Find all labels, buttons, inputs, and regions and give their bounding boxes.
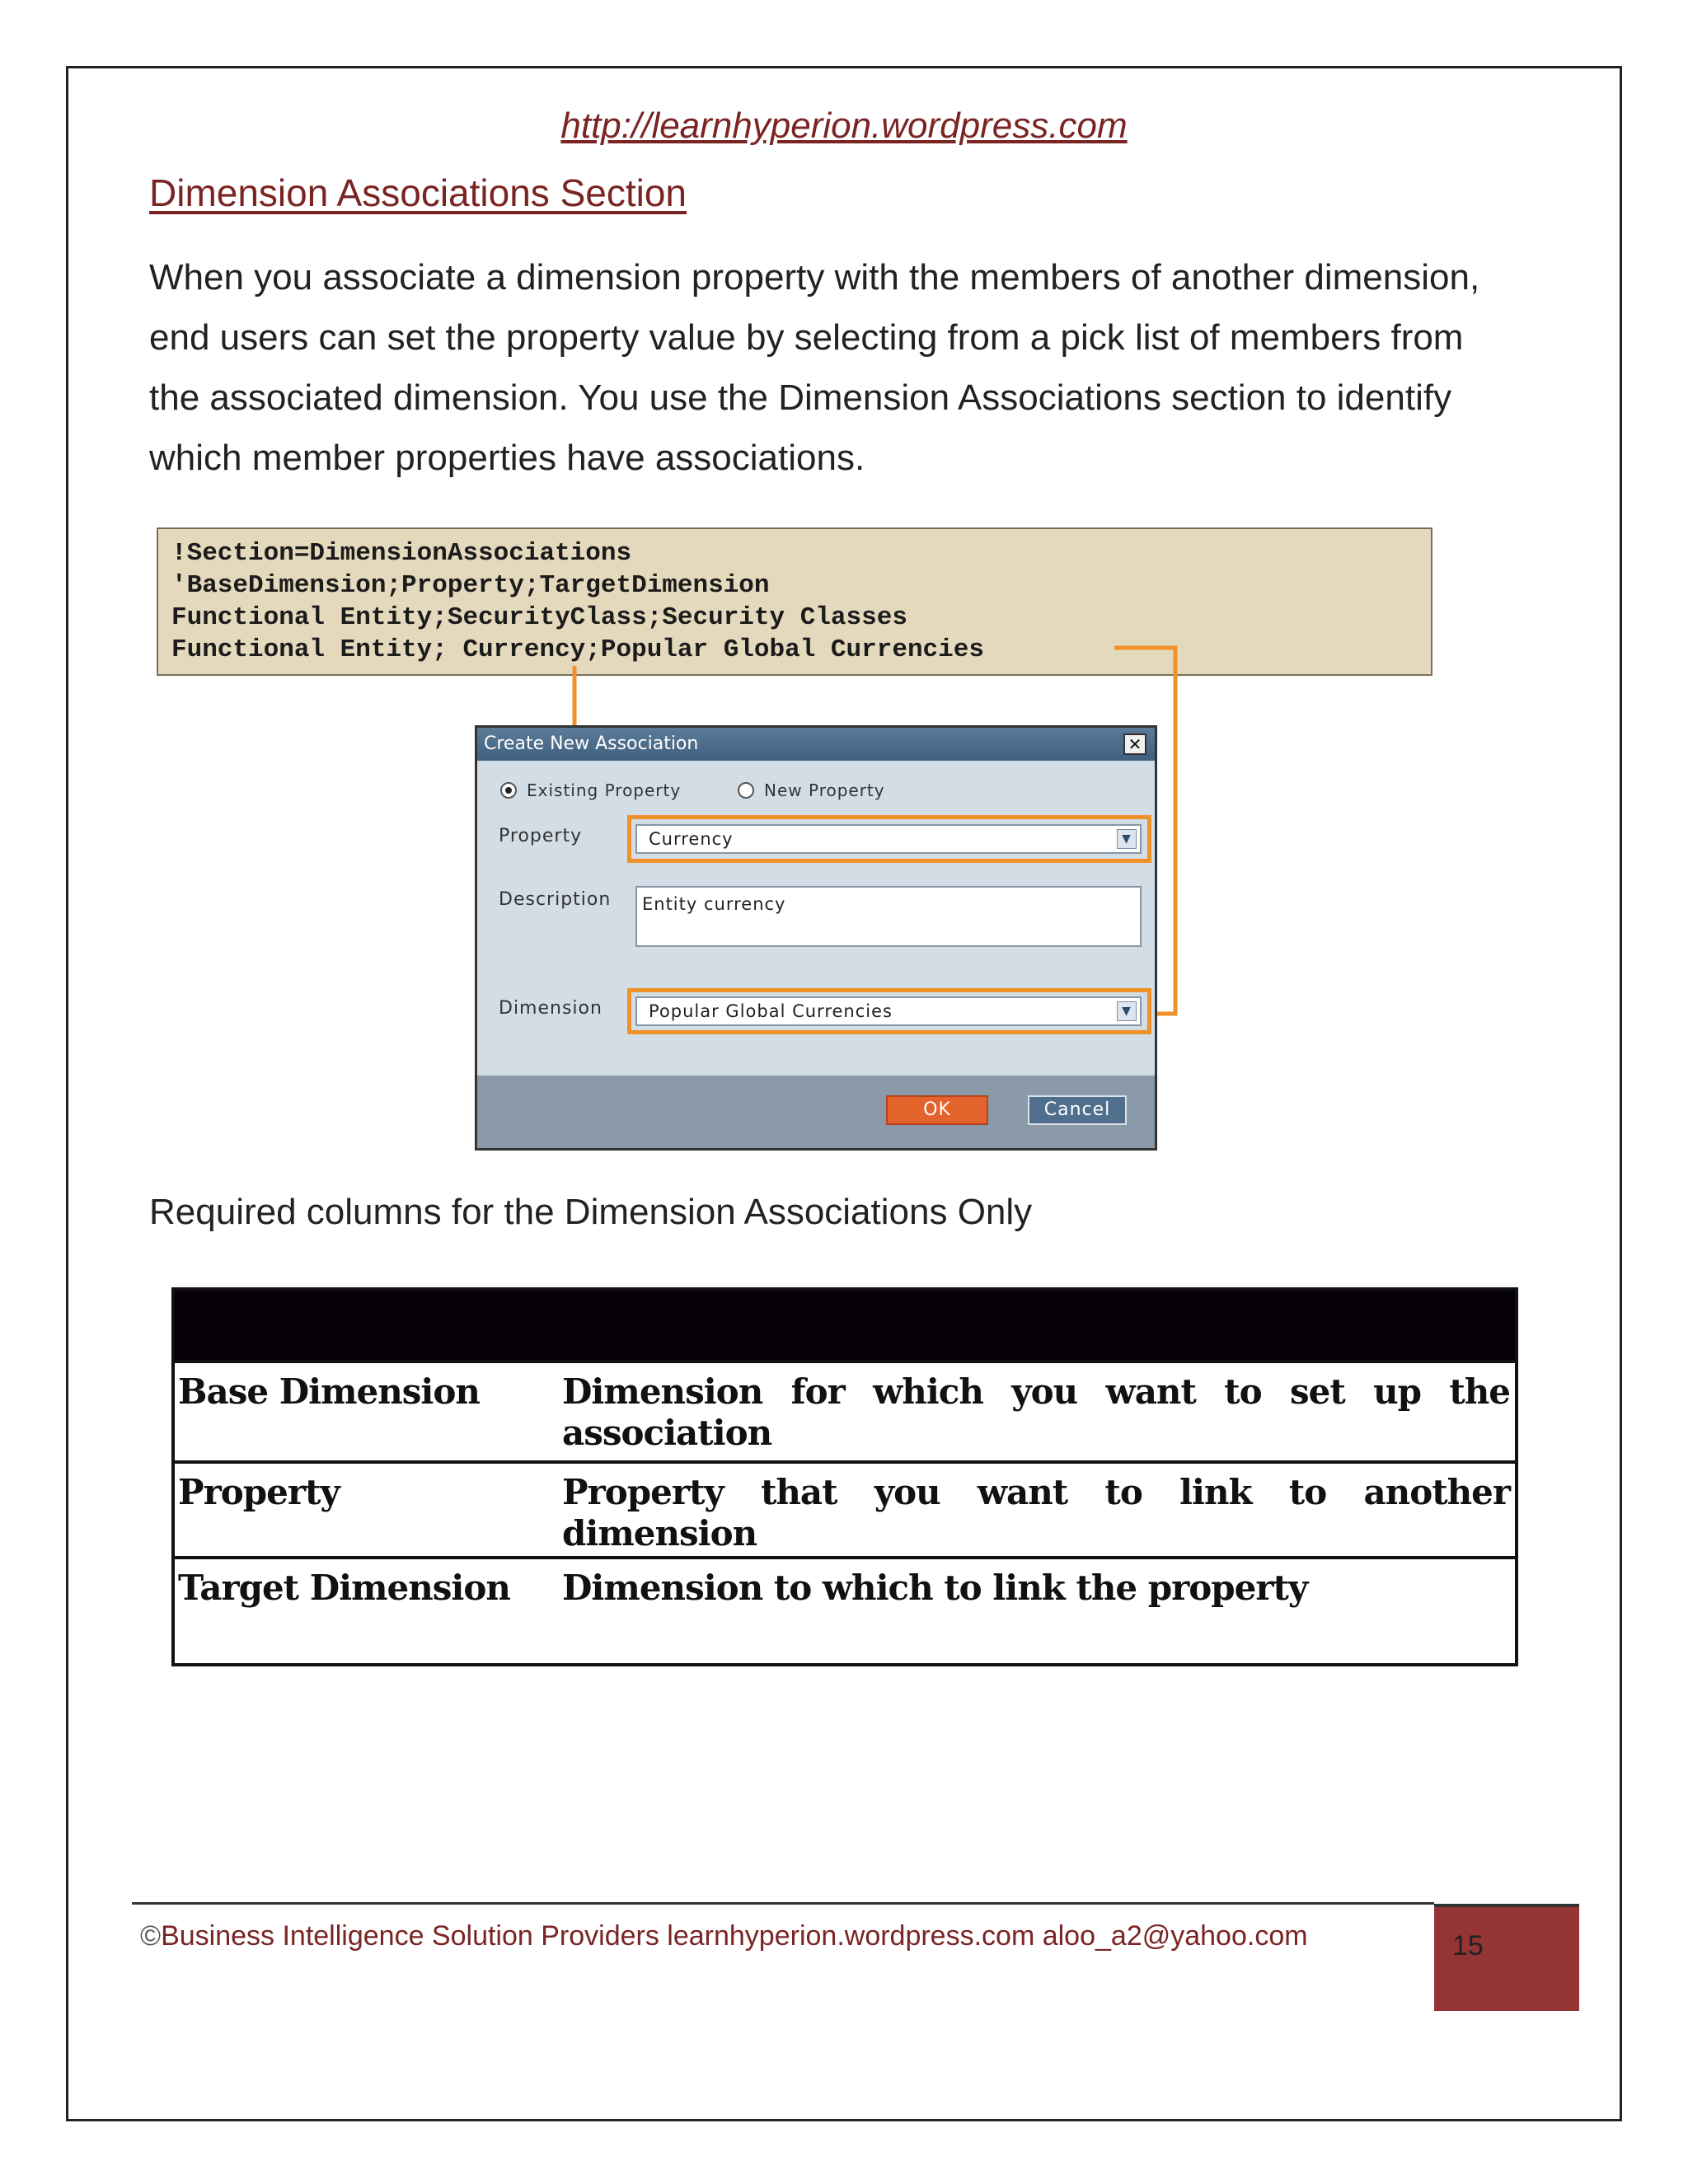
close-icon[interactable]: ✕ <box>1123 733 1146 755</box>
dimension-value: Popular Global Currencies <box>649 1001 893 1021</box>
table-cell-name: Base Dimension <box>178 1371 480 1412</box>
dialog-title-text: Create New Association <box>484 733 699 754</box>
description-label: Description <box>499 889 612 910</box>
create-association-dialog <box>475 725 1157 1151</box>
table-header <box>175 1291 1515 1360</box>
table-cell-description: Dimension to which to link the property <box>562 1568 1308 1608</box>
header-url-link[interactable]: http://learnhyperion.wordpress.com <box>560 105 1128 146</box>
table-cell-description: Dimension for which you want to set up the association <box>562 1371 1510 1453</box>
radio-existing-property[interactable] <box>500 780 681 800</box>
table-row <box>175 1360 1515 1460</box>
footer-text <box>140 1920 1308 1952</box>
radio-existing-label: Existing Property <box>527 780 682 800</box>
required-columns-table <box>171 1287 1518 1666</box>
code-block <box>157 527 1432 676</box>
table-cell-description: Property that you want to link to another dimension <box>562 1472 1510 1554</box>
page-number: 15 <box>1434 1904 1579 2011</box>
table-row <box>175 1460 1515 1556</box>
table-row <box>175 1556 1515 1663</box>
chevron-down-icon[interactable]: ▼ <box>1117 829 1137 849</box>
section-paragraph: When you associate a dimension property with the members of another dimension, end users can set the property value by selecting from a pick list of members from the associated dimension. You use the Dimension Associations section to identify which member properties have associations. <box>149 257 1480 478</box>
footer-credits: Business Intelligence Solution Providers learnhyperion.wordpress.com aloo_a2@yahoo.com <box>161 1920 1308 1952</box>
radio-selected-icon <box>500 782 517 799</box>
dimension-label: Dimension <box>499 998 603 1019</box>
table-cell-name: Target Dimension <box>178 1568 510 1608</box>
radio-new-label: New Property <box>764 780 885 800</box>
required-columns-caption: Required columns for the Dimension Associations Only <box>149 1192 1033 1232</box>
radio-unselected-icon <box>738 782 754 799</box>
code-line: Functional Entity;SecurityClass;Security Classes <box>171 603 907 632</box>
cancel-button[interactable]: Cancel <box>1028 1095 1127 1125</box>
dialog-footer <box>477 1076 1155 1148</box>
dimension-highlight <box>627 988 1151 1034</box>
copyright-symbol: © <box>140 1920 162 1952</box>
property-value: Currency <box>649 829 734 849</box>
code-line: 'BaseDimension;Property;TargetDimension <box>171 571 770 600</box>
code-line: !Section=DimensionAssociations <box>171 539 632 568</box>
radio-new-property[interactable] <box>738 780 885 800</box>
section-title: Dimension Associations Section <box>149 171 687 214</box>
description-textarea[interactable]: Entity currency <box>635 886 1142 947</box>
table-cell-name: Property <box>178 1472 340 1512</box>
chevron-down-icon[interactable]: ▼ <box>1117 1001 1137 1021</box>
dialog-title <box>477 728 1155 761</box>
code-line: Functional Entity; Currency;Popular Global Currencies <box>171 635 984 664</box>
property-highlight <box>627 815 1151 863</box>
ok-button[interactable]: OK <box>886 1095 988 1125</box>
footer-divider <box>132 1902 1434 1905</box>
property-label: Property <box>499 826 583 846</box>
